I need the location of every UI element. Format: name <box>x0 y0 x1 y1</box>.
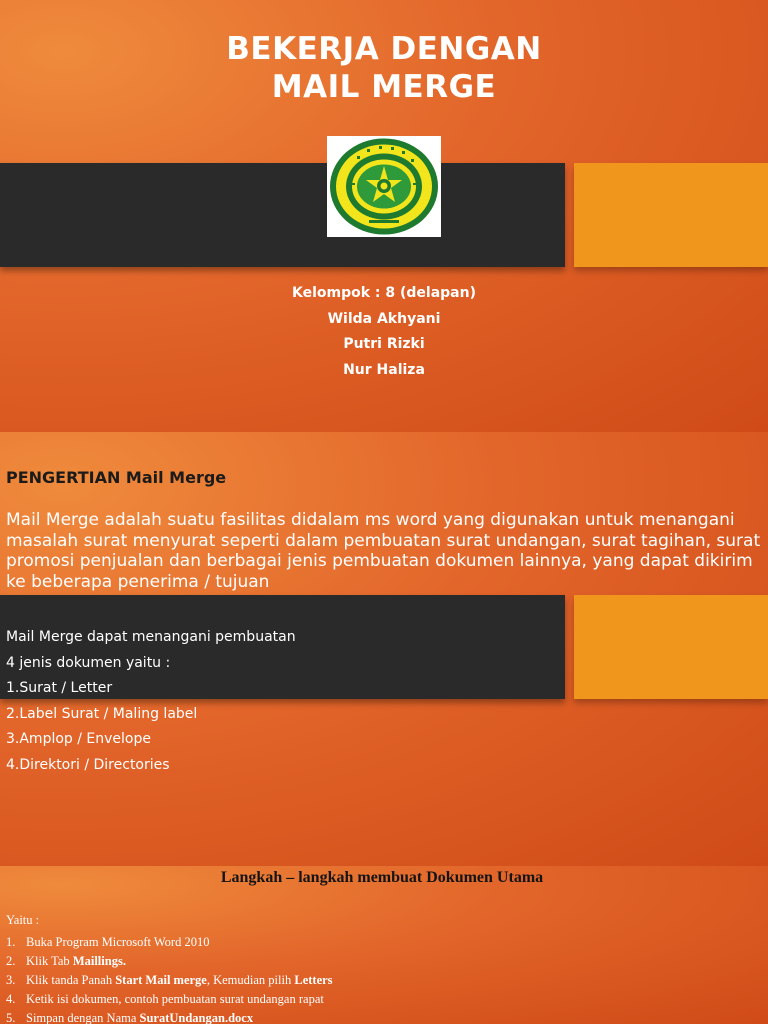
slide-definition <box>0 432 768 866</box>
document-types-list <box>6 626 296 780</box>
list-item: 4 jenis dokumen yaitu : <box>6 654 171 671</box>
title-line-2: MAIL MERGE <box>271 69 497 105</box>
member-name: Wilda Akhyani <box>327 310 441 327</box>
title-line-1: BEKERJA DENGAN <box>226 31 542 67</box>
list-item: Mail Merge dapat menangani pembuatan <box>6 629 296 645</box>
logo <box>327 136 441 237</box>
slide-steps <box>0 866 768 1024</box>
list-item: 4.Direktori / Directories <box>6 756 170 773</box>
dark-band <box>0 163 565 267</box>
slide-title <box>0 0 768 432</box>
group-number: Kelompok : 8 (delapan) <box>291 285 476 301</box>
list-item: 2. Klik Tab Maillings. <box>6 954 126 968</box>
group-members <box>0 283 768 385</box>
section-heading: PENGERTIAN Mail Merge <box>6 468 227 487</box>
list-item: 4. Ketik isi dokumen, contoh pembuatan surat undangan rapat <box>6 992 324 1006</box>
list-item: 5. Simpan dengan Nama SuratUndangan.docx <box>6 1011 254 1024</box>
list-item: 3. Klik tanda Panah Start Mail merge, Kemudian pilih Letters <box>6 973 333 987</box>
member-name: Putri Rizki <box>343 336 425 352</box>
orange-tab <box>574 595 768 699</box>
list-item: 1. Buka Program Microsoft Word 2010 <box>6 935 210 949</box>
definition-paragraph: Mail Merge adalah suatu fasilitas didalam ms word yang digunakan untuk menangani masalah surat menyurat seperti dalam pembuatan surat undangan, surat tagihan, surat promosi penjualan dan berbagai jenis pembuatan dokumen lainnya, yang dapat dikirim ke beberapa penerima / tujuan <box>6 510 761 592</box>
steps-list <box>6 933 333 1024</box>
steps-intro: Yaitu : <box>6 913 40 927</box>
list-item: 1.Surat / Letter <box>6 680 113 697</box>
list-item: 2.Label Surat / Maling label <box>6 705 198 722</box>
institution-seal-icon <box>327 136 441 237</box>
orange-tab <box>574 163 768 267</box>
member-name: Nur Haliza <box>343 361 425 378</box>
steps-heading: Langkah – langkah membuat Dokumen Utama <box>220 869 544 886</box>
page-title <box>0 30 768 106</box>
list-item: 3.Amplop / Envelope <box>6 731 151 748</box>
